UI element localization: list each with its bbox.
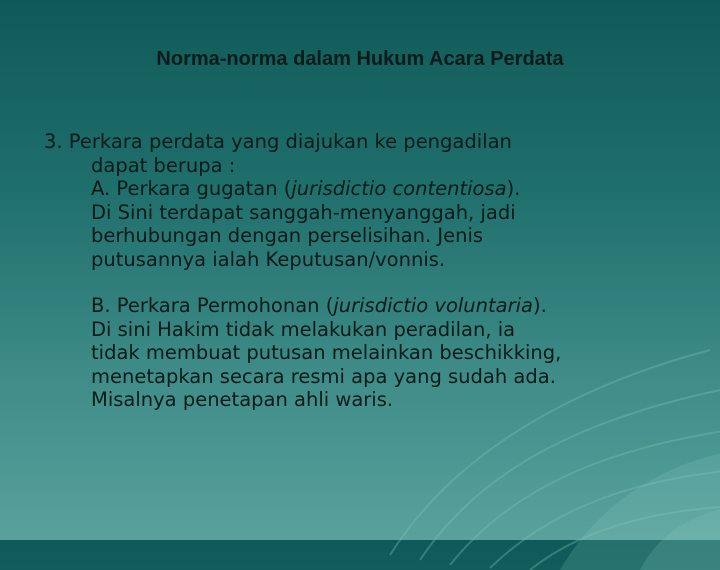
point-b-line-4: menetapkan secara resmi apa yang sudah ada. (91, 364, 556, 388)
slide-body (44, 130, 704, 412)
point-3-line-2: dapat berupa : (91, 153, 236, 177)
point-a-line-2: Di Sini terdapat sanggah-menyanggah, jadi (91, 200, 516, 224)
point-a-latin-term: jurisdictio contentiosa (291, 177, 507, 200)
point-a-suffix: ). (506, 177, 521, 200)
point-b-line-5: Misalnya penetapan ahli waris. (91, 388, 394, 411)
point-b-suffix: ). (533, 294, 547, 317)
paragraph-gap (44, 271, 704, 294)
point-a-heading (44, 177, 704, 201)
point-b-heading (44, 294, 704, 318)
point-3-line-1: 3. Perkara perdata yang diajukan ke pengadilan (44, 130, 512, 153)
point-a-line-4: putusannya ialah Keputusan/vonnis. (91, 247, 446, 271)
point-b-line-3: tidak membuat putusan melainkan beschikking, (91, 341, 562, 364)
point-a-prefix: A. Perkara gugatan ( (91, 177, 292, 200)
point-a-line-3: berhubungan dengan perselisihan. Jenis (91, 224, 484, 247)
point-b-line-2: Di sini Hakim tidak melakukan peradilan, ia (91, 317, 516, 341)
point-b-prefix: B. Perkara Permohonan ( (91, 294, 334, 317)
point-b-latin-term: jurisdictio voluntaria (333, 294, 534, 317)
slide-title: Norma-norma dalam Hukum Acara Perdata (156, 48, 564, 70)
